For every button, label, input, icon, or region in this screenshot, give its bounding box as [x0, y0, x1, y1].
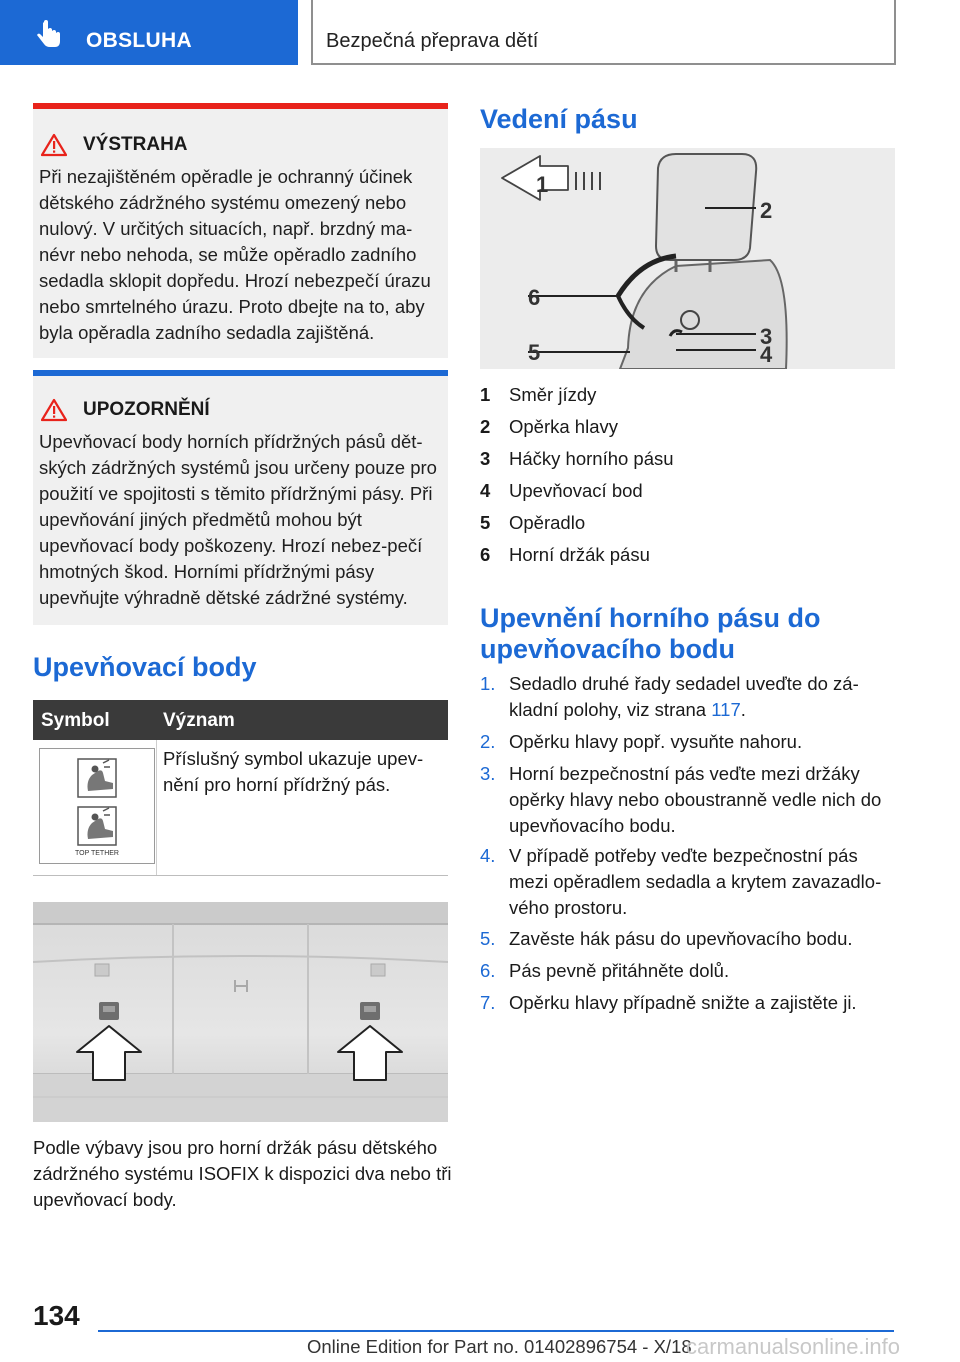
legend-num: 5: [480, 512, 491, 533]
legend-label: Upevňovací bod: [509, 480, 643, 501]
table-bottom-rule: [33, 875, 448, 876]
warning-header: [41, 133, 188, 157]
notice-bar: [33, 370, 448, 376]
child-seat-tether-icon: [40, 749, 154, 863]
step-text-body: Sedadlo druhé řady sedadel uveďte do zá-kladní polohy, viz strana: [509, 673, 859, 720]
mount-heading-line2: upevňovacího bodu: [480, 634, 736, 664]
page-number: 134: [33, 1300, 80, 1331]
legend-label: Směr jízdy: [509, 384, 597, 405]
callout-2: 2: [760, 198, 773, 223]
step-text-tail: .: [740, 699, 746, 720]
callout-1: 1: [536, 172, 549, 197]
header-underline: [311, 63, 896, 65]
legend-label: Horní držák pásu: [509, 544, 650, 565]
footer-rule: [98, 1330, 894, 1332]
legend-num: 6: [480, 544, 491, 565]
symbol-meaning: Příslušný symbol ukazuje upev-nění pro horní přídržný pás.: [163, 748, 424, 795]
warning-triangle-icon: [41, 133, 67, 157]
callout-5: 5: [528, 340, 541, 365]
callout-3: 3: [760, 324, 773, 349]
step-text: Zavěste hák pásu do upevňovacího bodu.: [509, 928, 853, 949]
belt-heading: Vedení pásu: [480, 104, 638, 134]
legend-num: 1: [480, 384, 491, 405]
step-number: 5.: [480, 928, 496, 949]
header-divider: [311, 0, 313, 63]
notice-box: [33, 370, 448, 625]
warning-bar: [33, 103, 448, 109]
header-right-border: [894, 0, 896, 65]
step-text: Opěrku hlavy případně snižte a zajistěte ji.: [509, 992, 857, 1013]
watermark-logo: carmanualsonline.info: [686, 1334, 901, 1359]
col-symbol: Symbol: [41, 710, 110, 731]
notice-title: UPOZORNĚNÍ: [83, 399, 210, 420]
warning-title: VÝSTRAHA: [83, 134, 188, 155]
notice-text: Upevňovací body horních přídržných pásů dět-ských zádržných systémů jsou určeny pouze pro použití ve spojitosti s těmito přídržnými pásy. Při upevňování jiných předmětů mohou být upevňovací body poškozeny. Hrozí nebez-pečí hmotných škod. Horními přídržnými pásy upevňujte výhradně dětské zádržné systémy.: [39, 431, 437, 608]
header-tab-label: OBSLUHA: [86, 29, 192, 52]
step-text: Pás pevně přitáhněte dolů.: [509, 960, 730, 981]
warning-text: Při nezajištěném opěradle je ochranný účinek dětského zádržného systému omezený nebo nulový. V určitých situacích, např. brzdný ma-névr nebo nehoda, se může opěradlo zadního sedadla sklopit dopředu. Hrozí nebezpečí úrazu nebo smrtelného úrazu. Proto dbejte na to, aby byla opěradla zadního sedadla zajištěná.: [39, 166, 431, 343]
step-text: V případě potřeby veďte bezpečnostní pás mezi opěradlem sedadla a krytem zavazadlo-vého prostoru.: [509, 845, 882, 918]
legend-label: Opěrka hlavy: [509, 416, 618, 437]
page-link[interactable]: 117: [711, 699, 741, 720]
hand-pointer-icon: [34, 19, 64, 49]
table-column-divider: [156, 740, 157, 875]
symbol-caption: TOP TETHER: [75, 850, 119, 857]
callout-6: 6: [528, 285, 541, 310]
legend-num: 4: [480, 480, 491, 501]
step-text: [509, 671, 897, 723]
legend-num: 2: [480, 416, 491, 437]
step-number: 6.: [480, 960, 496, 981]
mount-heading-line1: Upevnění horního pásu do: [480, 603, 821, 633]
anchor-caption: Podle výbavy jsou pro horní držák pásu dětského zádržného systému ISOFIX k dispozici dva nebo tři upevňovací body.: [33, 1137, 452, 1210]
step-number: 4.: [480, 845, 496, 866]
step-number: 3.: [480, 763, 496, 784]
footer-edition: Online Edition for Part no. 01402896754 - X/18: [307, 1336, 692, 1357]
step-number: 7.: [480, 992, 496, 1013]
legend-label: Háčky horního pásu: [509, 448, 674, 469]
top-tether-symbol: [39, 748, 155, 864]
callout-4: 4: [760, 342, 773, 367]
warning-box: [33, 103, 448, 358]
warning-triangle-icon: [41, 398, 67, 422]
legend-label: Opěradlo: [509, 512, 586, 533]
legend-num: 3: [480, 448, 491, 469]
step-text: Horní bezpečnostní pás veďte mezi držáky opěrky hlavy nebo oboustranně vedle nich do upevňovacího bodu.: [509, 763, 882, 836]
step-number: 1.: [480, 673, 496, 694]
symbol-table-header: [33, 700, 448, 740]
notice-header: [41, 398, 210, 422]
header-tab[interactable]: [0, 0, 298, 65]
step-number: 2.: [480, 731, 496, 752]
section-title: Bezpečná přeprava dětí: [326, 30, 539, 52]
col-meaning: Význam: [163, 710, 235, 731]
anchor-points-photo: [33, 902, 448, 1122]
belt-routing-figure: [480, 148, 895, 369]
step-text: Opěrku hlavy popř. vysuňte nahoru.: [509, 731, 803, 752]
mount-heading: [480, 603, 821, 665]
anchor-heading: Upevňovací body: [33, 652, 257, 682]
